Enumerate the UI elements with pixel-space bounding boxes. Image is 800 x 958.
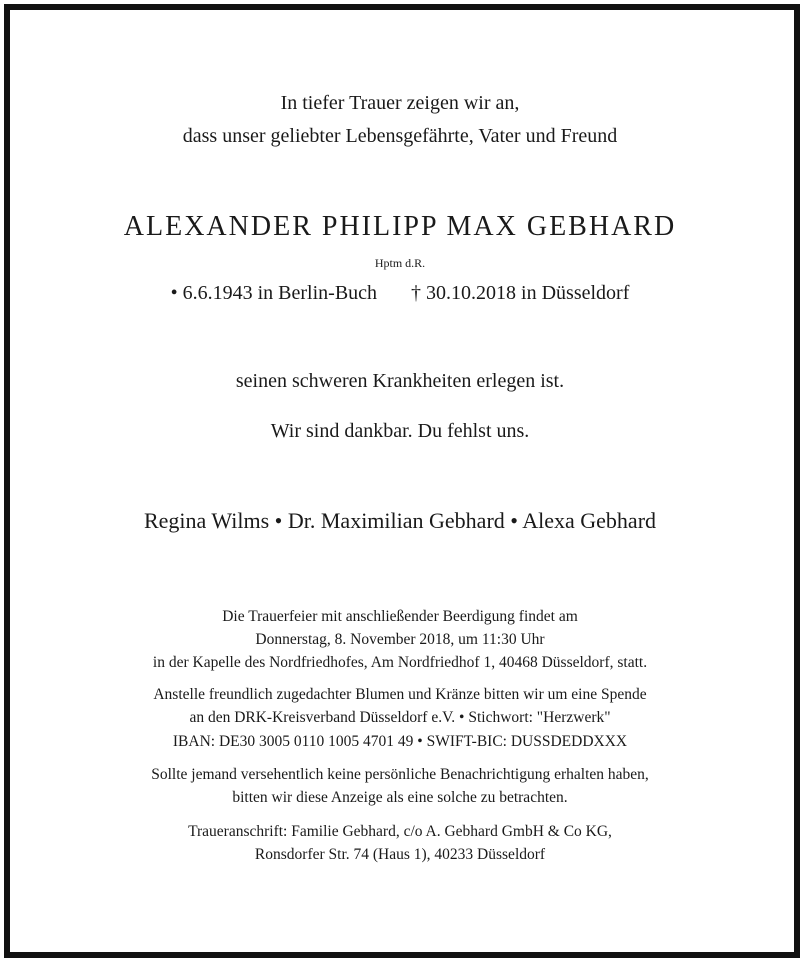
funeral-line-1: Die Trauerfeier mit anschließender Beerdigung findet am xyxy=(222,608,578,625)
donation-line-1: Anstelle freundlich zugedachter Blumen und Kränze bitten wir um eine Spende xyxy=(153,686,647,703)
statement-line-2: Wir sind dankbar. Du fehlst uns. xyxy=(270,420,530,442)
donation-line-2: an den DRK-Kreisverband Düsseldorf e.V. • Stichwort: "Herzwerk" xyxy=(189,709,611,726)
mourners-names: Regina Wilms • Dr. Maximilian Gebhard • Alexa Gebhard xyxy=(143,508,657,533)
notice-line-2: bitten wir diese Anzeige als eine solche zu betrachten. xyxy=(232,789,568,806)
address-line-2: Ronsdorfer Str. 74 (Haus 1), 40233 Düsseldorf xyxy=(254,846,546,863)
deceased-name: ALEXANDER PHILIPP MAX GEBHARD xyxy=(123,211,677,242)
birth-date: • 6.6.1943 in Berlin-Buch xyxy=(170,282,378,304)
life-dates xyxy=(0,282,800,305)
deceased-rank: Hptm d.R. xyxy=(374,256,426,270)
address-line-1: Traueranschrift: Familie Gebhard, c/o A. Gebhard GmbH & Co KG, xyxy=(188,823,612,840)
notice-line-1: Sollte jemand versehentlich keine persönliche Benachrichtigung erhalten haben, xyxy=(151,766,649,783)
funeral-line-2: Donnerstag, 8. November 2018, um 11:30 Uhr xyxy=(255,631,545,648)
donation-line-3: IBAN: DE30 3005 0110 1005 4701 49 • SWIFT-BIC: DUSSDEDDXXX xyxy=(172,733,628,750)
intro-line-1: In tiefer Trauer zeigen wir an, xyxy=(280,92,520,114)
death-date: † 30.10.2018 in Düsseldorf xyxy=(411,282,630,304)
statement-line-1: seinen schweren Krankheiten erlegen ist. xyxy=(235,370,565,392)
funeral-line-3: in der Kapelle des Nordfriedhofes, Am Nordfriedhof 1, 40468 Düsseldorf, statt. xyxy=(152,654,648,671)
intro-line-2: dass unser geliebter Lebensgefährte, Vater und Freund xyxy=(182,125,618,147)
